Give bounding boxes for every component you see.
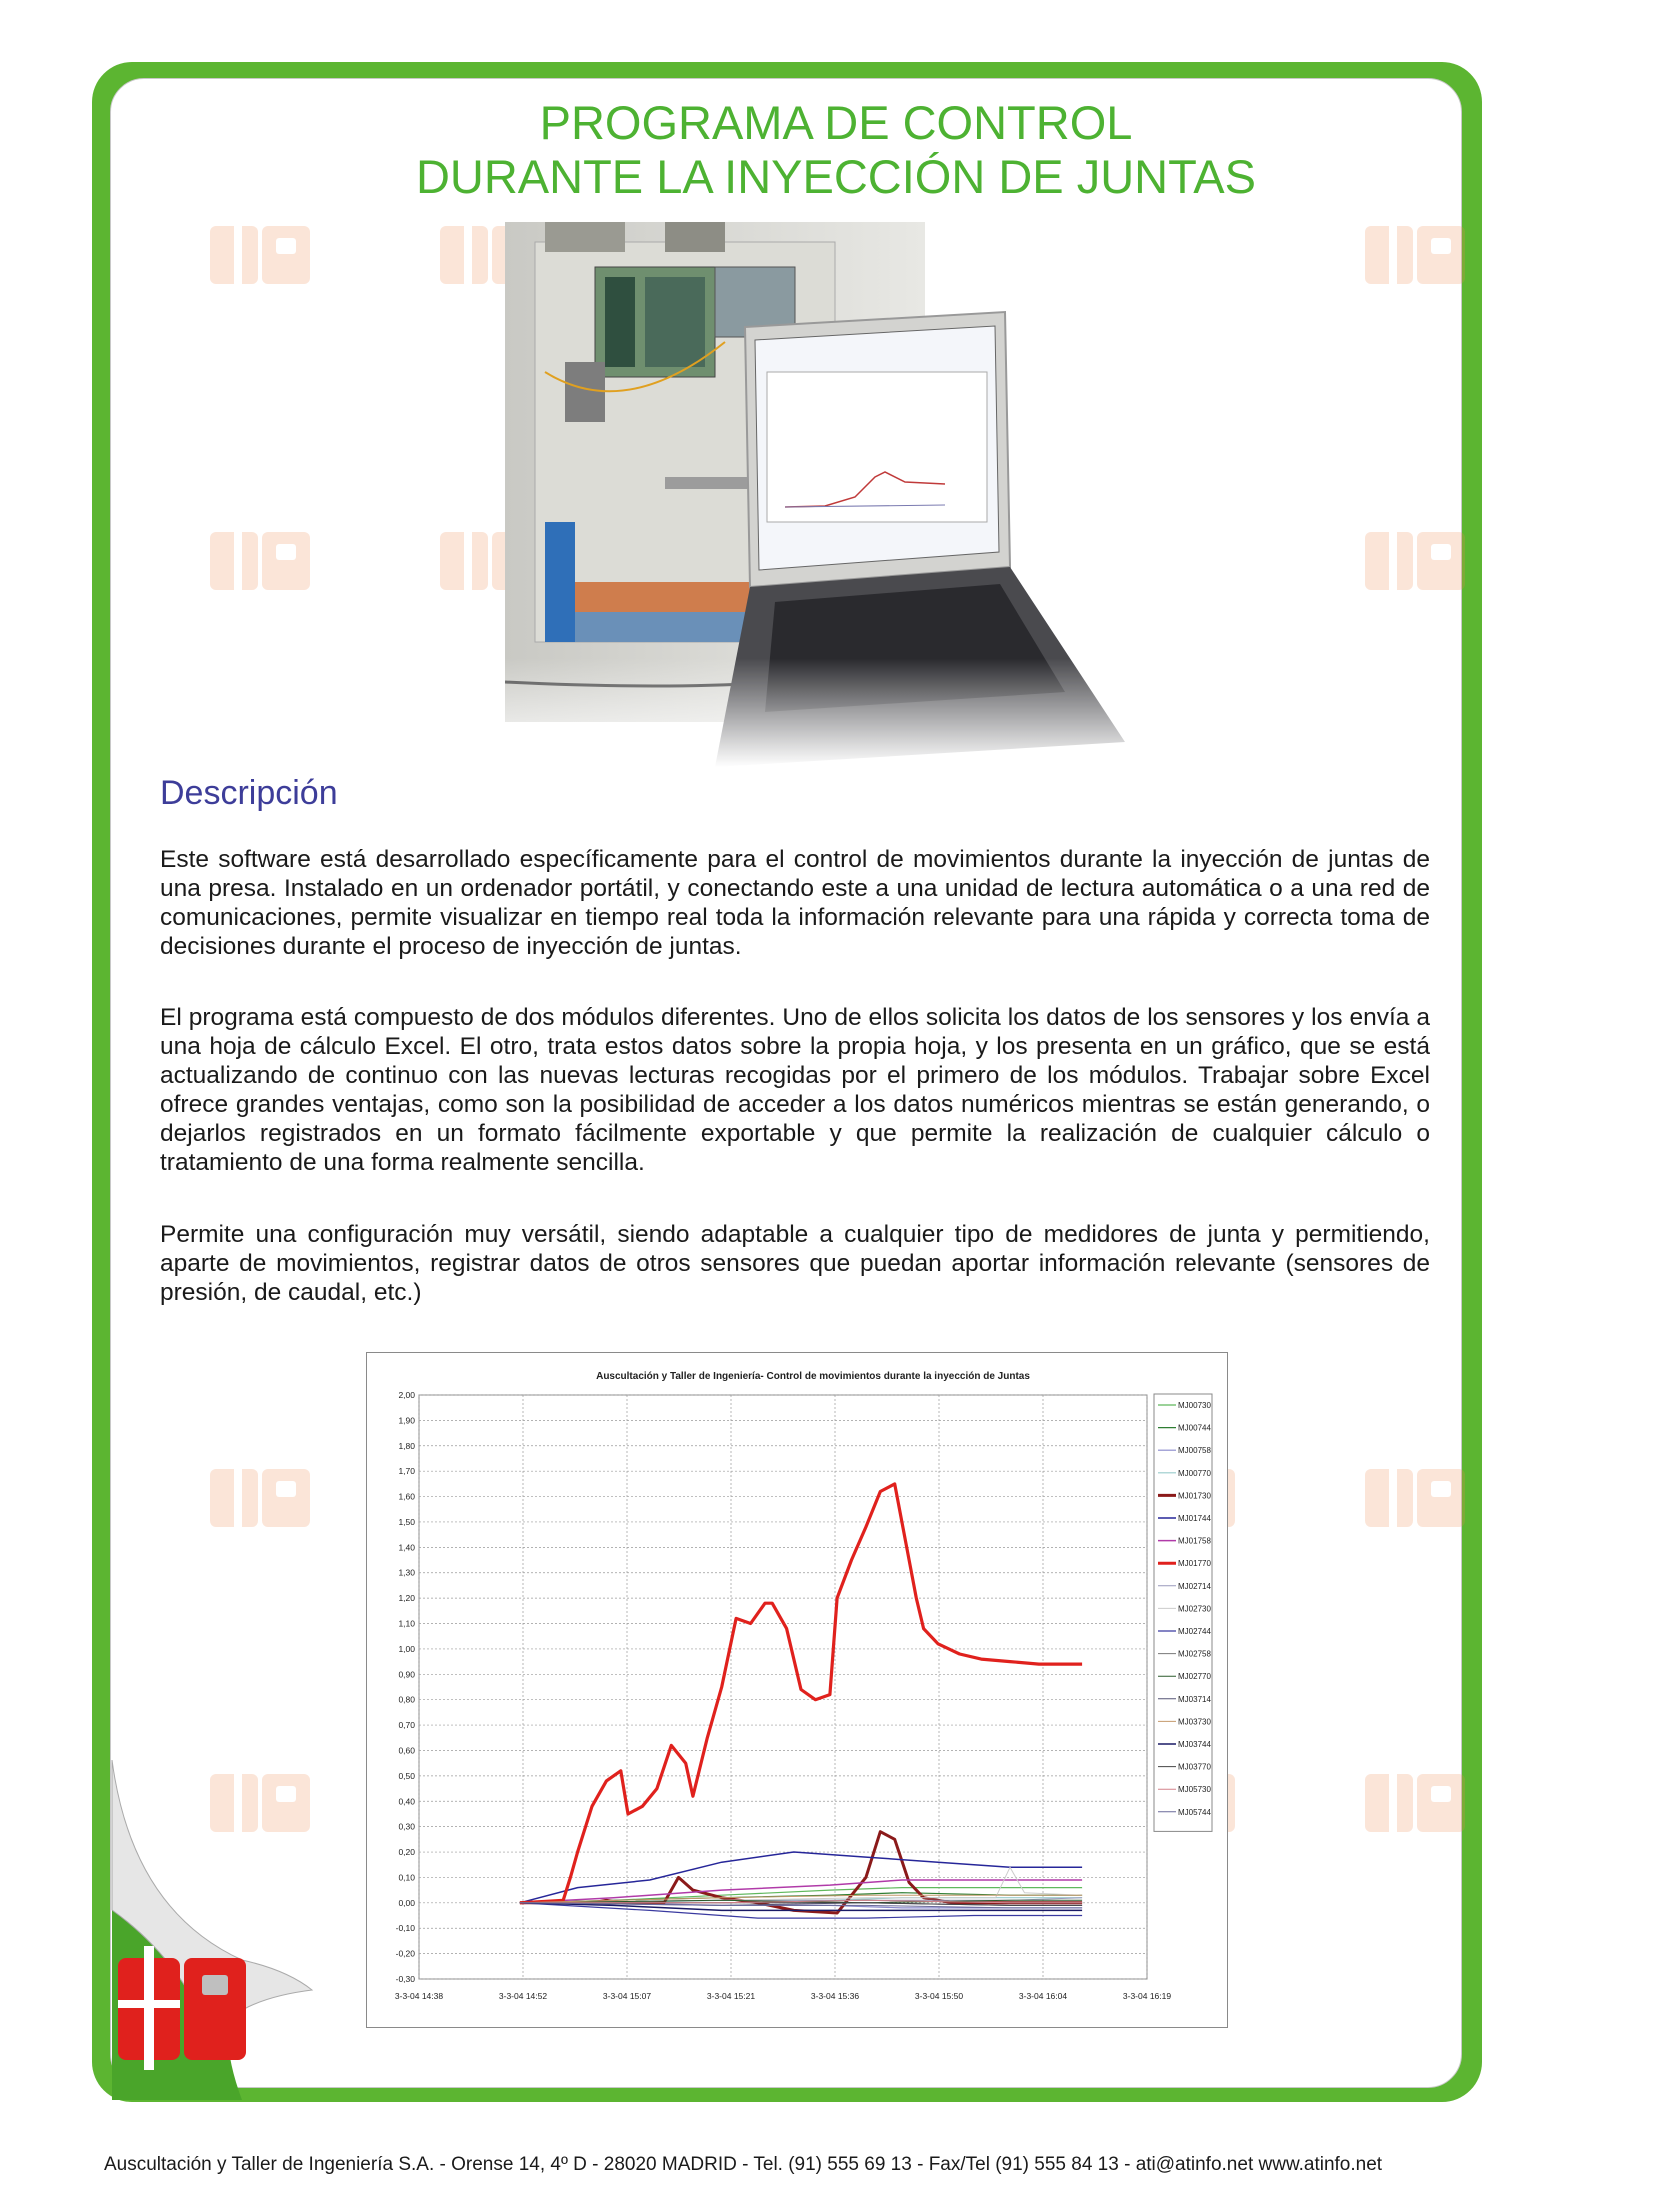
y-tick-label: 1,00	[398, 1643, 415, 1654]
title-line-2: DURANTE LA INYECCIÓN DE JUNTAS	[415, 150, 1257, 203]
legend-entry: MJ05730	[1178, 1785, 1211, 1795]
legend-entry: MJ02770	[1178, 1672, 1211, 1682]
watermark-logo-icon	[210, 212, 310, 284]
y-tick-label: 0,70	[398, 1720, 415, 1731]
watermark-logo-icon	[1365, 1760, 1465, 1832]
x-tick-label: 3-3-04 16:19	[1122, 1991, 1172, 2001]
title-line-1: PROGRAMA DE CONTROL	[539, 96, 1133, 149]
watermark-logo-icon	[1365, 1455, 1465, 1527]
y-tick-label: 1,70	[398, 1466, 415, 1477]
paragraph-2: El programa está compuesto de dos módulos diferentes. Uno de ellos solicita los datos de los sensores y los envía a una hoja de cálculo Excel. El otro, trata estos datos sobre la propia hoja, y los presenta en un gráfico, que se está actualizando de continuo con las nuevas lecturas recogidas por el primero de los módulos. Trabajar sobre Excel ofrece grandes ventajas, como son la posibilidad de acceder a los datos numéricos mientras se están generando, o dejarlos registrados en un formato fácilmente exportable y que permite la realización de cualquier cálculo o tratamiento de una forma realmente sencilla.	[160, 1004, 1430, 1176]
plot-area	[419, 1395, 1147, 1979]
y-tick-label: 1,60	[398, 1491, 415, 1502]
y-tick-label: 0,10	[398, 1872, 415, 1883]
legend-entry: MJ05744	[1178, 1807, 1211, 1817]
watermark-logo-icon	[210, 518, 310, 590]
legend-entry: MJ03730	[1178, 1717, 1211, 1727]
y-tick-label: 1,50	[398, 1516, 415, 1527]
control-cabinet-laptop-photo	[505, 222, 1185, 767]
x-tick-label: 3-3-04 14:52	[498, 1991, 548, 2001]
legend-entry: MJ03770	[1178, 1762, 1211, 1772]
y-tick-label: 1,10	[398, 1618, 415, 1629]
y-tick-label: -0,30	[395, 1974, 415, 1984]
movement-chart	[367, 1353, 1227, 2027]
y-tick-label: 0,00	[398, 1897, 415, 1908]
y-tick-label: 0,80	[398, 1694, 415, 1705]
legend-entry: MJ02730	[1178, 1604, 1211, 1614]
y-tick-label: 1,20	[398, 1593, 415, 1604]
x-tick-label: 3-3-04 15:07	[602, 1991, 652, 2001]
y-tick-label: 1,40	[398, 1542, 415, 1553]
y-tick-label: -0,10	[395, 1923, 415, 1934]
y-tick-label: -0,20	[395, 1948, 415, 1959]
x-tick-label: 3-3-04 15:36	[810, 1991, 860, 2001]
legend-entry: MJ02758	[1178, 1649, 1211, 1659]
legend-entry: MJ00730	[1178, 1401, 1211, 1410]
y-tick-label: 1,90	[398, 1415, 415, 1426]
y-tick-label: 1,30	[398, 1567, 415, 1578]
legend-entry: MJ00770	[1178, 1468, 1211, 1478]
footer-contact: Auscultación y Taller de Ingeniería S.A. - Orense 14, 4º D - 28020 MADRID - Tel. (91) 555 69 13 - Fax/Tel (91) 555 84 13 - ati@atinfo.net www.atinfo.net	[104, 2154, 1383, 2175]
x-tick-label: 3-3-04 15:21	[706, 1991, 756, 2001]
y-tick-label: 2,00	[398, 1390, 415, 1400]
x-tick-label: 3-3-04 16:04	[1018, 1991, 1068, 2001]
y-tick-label: 0,30	[398, 1821, 415, 1832]
y-tick-label: 0,20	[398, 1847, 415, 1858]
y-tick-label: 0,90	[398, 1669, 415, 1680]
legend-entry: MJ02714	[1178, 1581, 1211, 1591]
page-title	[110, 96, 1562, 204]
x-tick-label: 3-3-04 15:50	[914, 1991, 964, 2001]
legend-entry: MJ00744	[1178, 1423, 1211, 1433]
legend-entry: MJ02744	[1178, 1627, 1211, 1636]
legend-entry: MJ01770	[1178, 1559, 1211, 1569]
legend-entry: MJ03744	[1178, 1740, 1211, 1749]
y-tick-label: 0,60	[398, 1745, 415, 1756]
paragraph-1: Este software está desarrollado específicamente para el control de movimientos durante la inyección de juntas de una presa. Instalado en un ordenador portátil, y conectando este a una unidad de lectura automática o a una red de comunicaciones, permite visualizar en tiempo real toda la información relevante para una rápida y correcta toma de decisiones durante el proceso de inyección de juntas.	[160, 846, 1430, 960]
chart-container	[366, 1352, 1228, 2028]
legend-entry: MJ01758	[1178, 1536, 1211, 1546]
watermark-logo-icon	[1365, 518, 1465, 590]
legend-entry: MJ01744	[1178, 1514, 1211, 1523]
legend-entry: MJ01730	[1178, 1491, 1211, 1501]
page-curl	[92, 1760, 322, 2100]
legend-entry: MJ00758	[1178, 1446, 1211, 1456]
y-tick-label: 0,40	[398, 1796, 415, 1807]
y-tick-label: 1,80	[398, 1440, 415, 1451]
y-tick-label: 0,50	[398, 1770, 415, 1781]
watermark-logo-icon	[1365, 212, 1465, 284]
legend-entry: MJ03714	[1178, 1694, 1211, 1704]
paragraph-3: Permite una configuración muy versátil, siendo adaptable a cualquier tipo de medidores de junta y permitiendo, aparte de movimientos, registrar datos de otros sensores que puedan aportar información relevante (sensores de presión, de caudal, etc.)	[160, 1221, 1430, 1306]
x-tick-label: 3-3-04 14:38	[394, 1991, 444, 2001]
section-heading: Descripción	[160, 774, 338, 812]
watermark-logo-icon	[210, 1455, 310, 1527]
chart-title: Auscultación y Taller de Ingeniería- Control de movimientos durante la inyección de Juntas	[596, 1371, 1030, 1382]
